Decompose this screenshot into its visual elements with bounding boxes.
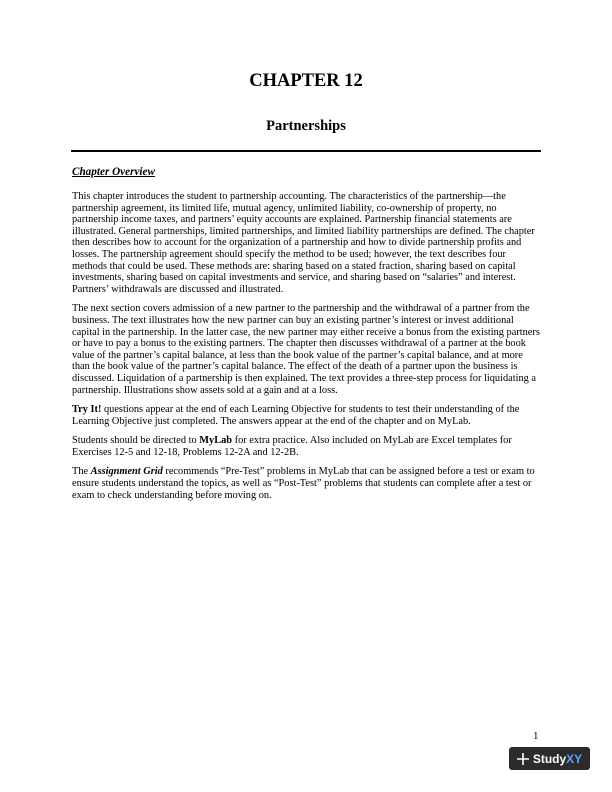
paragraph-1: This chapter introduces the student to partnership accounting. The characteristics of the partnership—the partnership agreement, its limited life, mutual agency, unlimited liability, co-ownership of property, no partnership income taxes, and partners’ equity accounts are explained. Partnership financial statements are illustrated. General partnerships, limited partnerships, and limited liability partnerships are defined. The chapter then describes how to account for the organization of a partnership and how to divide partnership profits and losses. The partnership agreement should specify the method to be used; however, the text describes four methods that could be used. These methods are: sharing based on a stated fraction, sharing based on capital investments, sharing based on capital investments and service, and sharing based on “salaries” and interest. Partners’ withdrawals are discussed and illustrated. xyxy=(72,191,535,295)
paragraph-4 xyxy=(72,435,542,458)
badge-text-xy: XY xyxy=(566,751,583,766)
mylab-label: MyLab xyxy=(199,435,233,447)
chapter-number: CHAPTER 12 xyxy=(249,71,363,91)
paragraph-3-text: questions appear at the end of each Learning Objective for students to test their understanding of the Learning Objective just completed. The answers appear at the end of the chapter and on MyLab. xyxy=(72,404,520,427)
section-heading-overview: Chapter Overview xyxy=(72,166,155,178)
studyxy-badge[interactable] xyxy=(509,747,590,770)
paragraph-2: The next section covers admission of a new partner to the partnership and the withdrawal of a partner from the business. The text illustrates how the new partner can buy an existing partner’s interest or invest additional capital in the partnership. In the latter case, the new partner may either receive a bonus from the existing partners or have to pay a bonus to the existing partners. The chapter then discusses withdrawal of a partner at the book value of the partner’s capital balance, at less than the book value of the partner’s capital balance, and at more than the book value of the partner’s capital balance. The effect of the death of a partner upon the business is discussed. Liquidation of a partnership is then explained. The text provides a three-step process for liquidating a partnership. Illustrations show assets sold at a gain and at a loss. xyxy=(72,303,540,396)
paragraph-3 xyxy=(72,404,542,427)
chapter-title: Partnerships xyxy=(266,118,346,134)
paragraph-4-start: Students should be directed to xyxy=(72,435,200,447)
plus-icon xyxy=(517,753,529,765)
paragraph-5 xyxy=(72,466,542,501)
paragraph-4-text: for extra practice. Also included on MyLab are Excel templates for Exercises 12-5 and 12-18, Problems 12-2A and 12-2B. xyxy=(72,435,512,458)
paragraph-5-start: The xyxy=(72,466,91,478)
assignment-grid-label: Assignment Grid xyxy=(90,466,163,478)
horizontal-rule xyxy=(71,150,541,152)
overview-body xyxy=(72,191,542,509)
paragraph-5-text: recommends “Pre-Test” problems in MyLab that can be assigned before a test or exam to ensure students understand the topics, as well as “Post-Test” problems that students can complete after a test or exam to check understanding before moving on. xyxy=(72,466,535,501)
try-it-label: Try It! xyxy=(72,404,102,416)
page-number: 1 xyxy=(533,730,539,742)
badge-text-study: Study xyxy=(532,751,567,766)
